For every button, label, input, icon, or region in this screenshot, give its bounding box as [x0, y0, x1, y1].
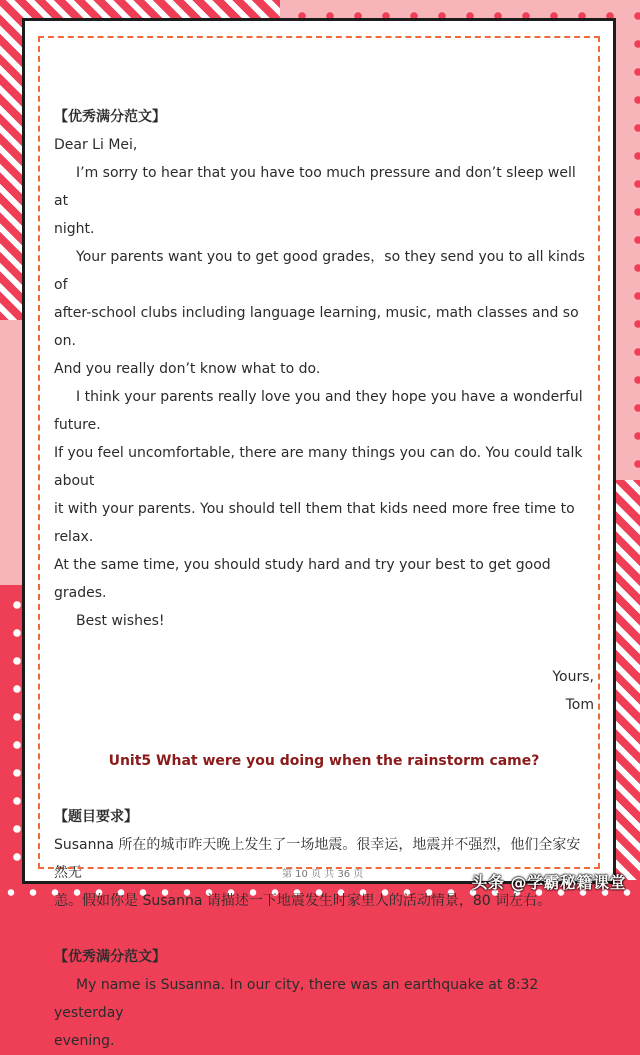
- essay2-heading: 【优秀满分范文】: [54, 949, 166, 965]
- task-heading: 【题目要求】: [54, 809, 138, 825]
- document-body: [54, 103, 594, 1055]
- essay2-line2: evening.: [54, 1033, 115, 1049]
- letter-para3-line4: At the same time, you should study hard and try your best to get good grades.: [54, 557, 551, 601]
- spacer: [54, 719, 594, 747]
- letter-para1-line2: night.: [54, 221, 95, 237]
- page-indicator: 第 10 页 共 36 页: [282, 869, 364, 880]
- document-page: [22, 18, 616, 1049]
- essay1-heading: 【优秀满分范文】: [54, 109, 166, 125]
- letter-para3-line2: If you feel uncomfortable, there are many things you can do. You could talk about: [54, 445, 583, 489]
- watermark-logo: 头条 @学霸秘籍课堂: [471, 873, 626, 892]
- letter-para2-line2: after-school clubs including language learning, music, math classes and so on.: [54, 305, 579, 349]
- task-line2: 恙。假如你是 Susanna 请描述一下地震发生时家里人的活动情景，80 词左右。: [54, 893, 552, 909]
- letter-signature: Tom: [565, 697, 594, 713]
- spacer: [54, 775, 594, 803]
- letter-closing: Best wishes!: [76, 613, 165, 629]
- letter-para2-line3: And you really don’t know what to do.: [54, 361, 321, 377]
- letter-para2-line1: Your parents want you to get good grades，so they send you to all kinds of: [54, 249, 585, 293]
- letter-greeting: Dear Li Mei,: [54, 137, 138, 153]
- letter-para1-line1: I’m sorry to hear that you have too much pressure and don’t sleep well at: [54, 165, 576, 209]
- unit-title: Unit5 What were you doing when the rainstorm came?: [108, 753, 540, 769]
- letter-para3-line3: it with your parents. You should tell them that kids need more free time to relax.: [54, 501, 575, 545]
- letter-para3-line1: I think your parents really love you and they hope you have a wonderful future.: [54, 389, 583, 433]
- letter-sign-off: Yours,: [552, 669, 594, 685]
- spacer: [54, 635, 594, 663]
- essay2-line1: My name is Susanna. In our city, there was an earthquake at 8:32 yesterday: [54, 977, 539, 1021]
- spacer: [54, 915, 594, 943]
- task-line1: Susanna 所在的城市昨天晚上发生了一场地震。很幸运，地震并不强烈，他们全家安然无: [54, 837, 581, 881]
